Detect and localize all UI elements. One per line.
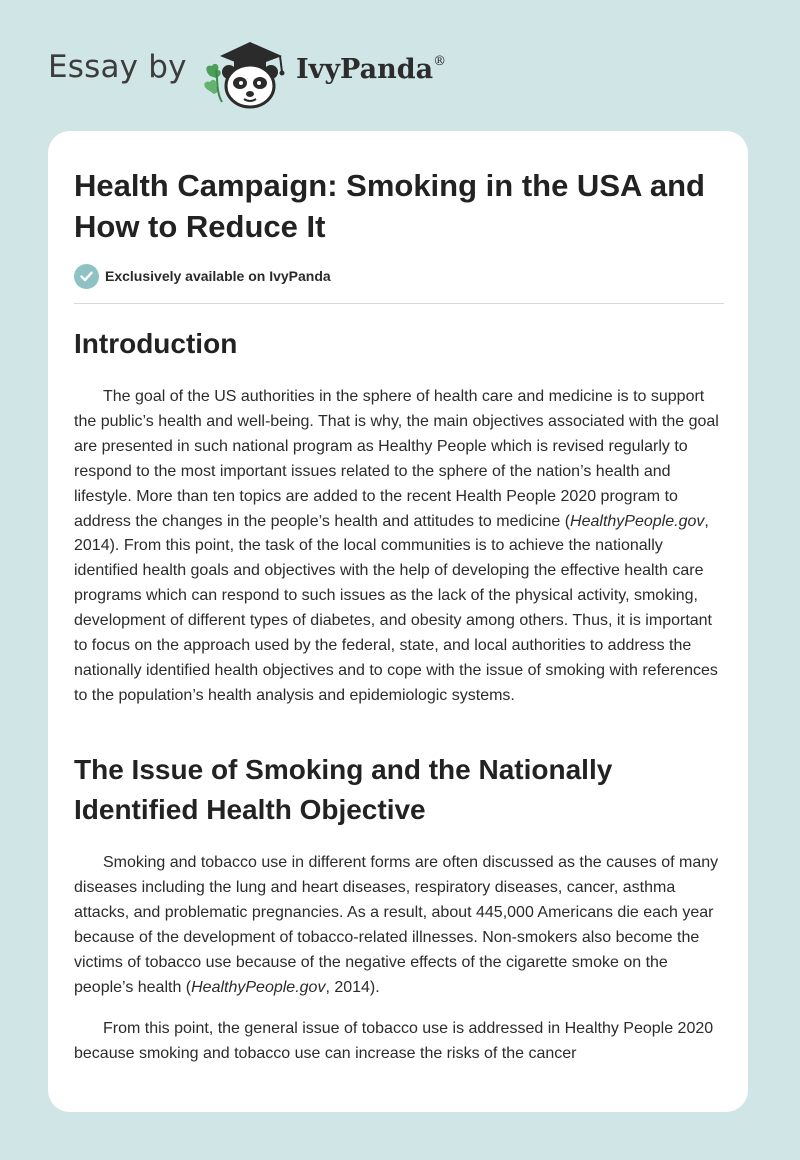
paragraph-smoking-issue xyxy=(74,851,726,1000)
brand-name-text: IvyPanda xyxy=(296,54,434,85)
citation: HealthyPeople.gov xyxy=(191,978,326,996)
paragraph-tobacco-use: From this point, the general issue of tobacco use is addressed in Healthy People 2020 because smoking and tobacco use can increase the risks of the cancer xyxy=(74,1020,714,1062)
ivypanda-logo-icon[interactable] xyxy=(200,36,295,110)
registered-mark: ® xyxy=(433,54,447,69)
site-header xyxy=(0,0,800,120)
section-heading-smoking-issue: The Issue of Smoking and the Nationally Identified Health Objective xyxy=(74,754,613,825)
paragraph-introduction xyxy=(74,385,726,709)
citation: HealthyPeople.gov xyxy=(570,512,705,530)
exclusive-badge-label: Exclusively available on IvyPanda xyxy=(105,268,331,284)
exclusive-badge xyxy=(74,263,331,289)
paragraph-text: , 2014). xyxy=(325,978,380,996)
section-heading-introduction: Introduction xyxy=(74,328,238,359)
article-card xyxy=(48,131,748,1112)
paragraph-text: , 2014). From this point, the task of the local communities is to achieve the nationally identified health goals and objectives with the help of developing the effective health care programs which can respond to such issues as the lack of the physical activity, smoking, development of different types of diabetes, and obesity among others. Thus, it is important to focus on the approach used by the federal, state, and local authorities to address the nationally identified health objectives and to cope with the issue of smoking with references to the population’s health analysis and epidemiologic systems. xyxy=(74,512,718,704)
brand-prefix: Essay by xyxy=(48,49,187,85)
paragraph-text: The goal of the US authorities in the sphere of health care and medicine is to support the public’s health and well-being. That is why, the main objectives associated with the goal are presented in such national program as Healthy People which is revised regularly to respond to the most important issues related to the sphere of the nation’s health and lifestyle. More than ten topics are added to the recent Health People 2020 program to address the changes in the people’s health and attitudes to medicine ( xyxy=(74,388,719,530)
title-divider xyxy=(74,303,724,304)
article-title: Health Campaign: Smoking in the USA and How to Reduce It xyxy=(74,168,705,244)
check-circle-icon xyxy=(74,264,99,289)
paragraph-text: Smoking and tobacco use in different forms are often discussed as the causes of many diseases including the lung and heart diseases, respiratory diseases, cancer, asthma attacks, and problematic pregnancies. As a result, about 445,000 Americans die each year because of the development of tobacco-related illnesses. Non-smokers also become the victims of tobacco use because of the negative effects of the cigarette smoke on the people’s health ( xyxy=(74,854,719,996)
brand-name[interactable] xyxy=(296,54,446,85)
